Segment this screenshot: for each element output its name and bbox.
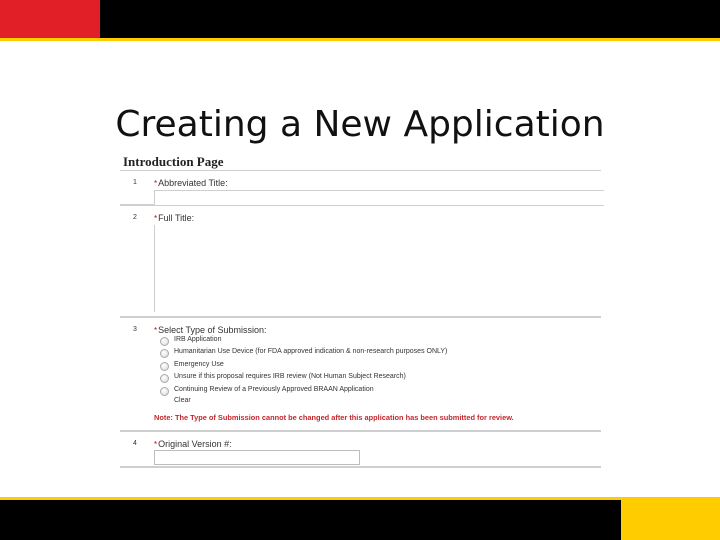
question-row-3 xyxy=(120,318,601,432)
question-row-2 xyxy=(120,206,601,318)
question-number: 4 xyxy=(133,440,137,447)
full-title-label: Full Title: xyxy=(158,213,195,223)
radio-label: Humanitarian Use Device (for FDA approved indication & non-research purposes ONLY) xyxy=(174,348,448,356)
top-yellow-stripe xyxy=(0,38,720,41)
question-number: 2 xyxy=(133,214,137,221)
question-label xyxy=(154,178,228,188)
top-banner xyxy=(0,0,720,38)
question-row-4 xyxy=(120,432,601,468)
required-marker: * xyxy=(154,214,158,223)
abbreviated-title-input[interactable] xyxy=(154,190,604,206)
question-number: 1 xyxy=(133,179,137,186)
required-marker: * xyxy=(154,179,158,188)
bottom-yellow-block xyxy=(621,500,720,540)
page-heading: Introduction Page xyxy=(123,154,224,169)
radio-button[interactable] xyxy=(160,362,169,371)
question-label xyxy=(154,325,267,335)
radio-label: Emergency Use xyxy=(174,360,224,368)
top-red-block xyxy=(0,0,100,38)
submission-type-label: Select Type of Submission: xyxy=(158,325,267,335)
original-version-input[interactable] xyxy=(154,450,360,465)
question-number: 3 xyxy=(133,326,137,333)
question-row-1 xyxy=(120,171,601,206)
radio-label: Continuing Review of a Previously Approved BRAAN Application xyxy=(174,385,374,393)
question-label xyxy=(154,213,194,223)
slide-title: Creating a New Application xyxy=(115,104,605,145)
radio-button[interactable] xyxy=(160,349,169,358)
radio-button[interactable] xyxy=(160,374,169,383)
required-marker: * xyxy=(154,440,158,449)
submission-note: Note: The Type of Submission cannot be changed after this application has been submitted for review. xyxy=(154,413,514,422)
introduction-form xyxy=(120,150,601,468)
original-version-label: Original Version #: xyxy=(158,439,232,449)
radio-label: Unsure if this proposal requires IRB review (Not Human Subject Research) xyxy=(174,373,406,381)
full-title-textarea[interactable] xyxy=(154,225,157,312)
radio-button[interactable] xyxy=(160,337,169,346)
bottom-banner xyxy=(0,500,720,540)
question-label xyxy=(154,439,232,449)
radio-button[interactable] xyxy=(160,387,169,396)
abbreviated-title-label: Abbreviated Title: xyxy=(158,178,228,188)
clear-link[interactable]: Clear xyxy=(174,397,191,404)
radio-label: IRB Application xyxy=(174,336,222,343)
required-marker: * xyxy=(154,326,158,335)
